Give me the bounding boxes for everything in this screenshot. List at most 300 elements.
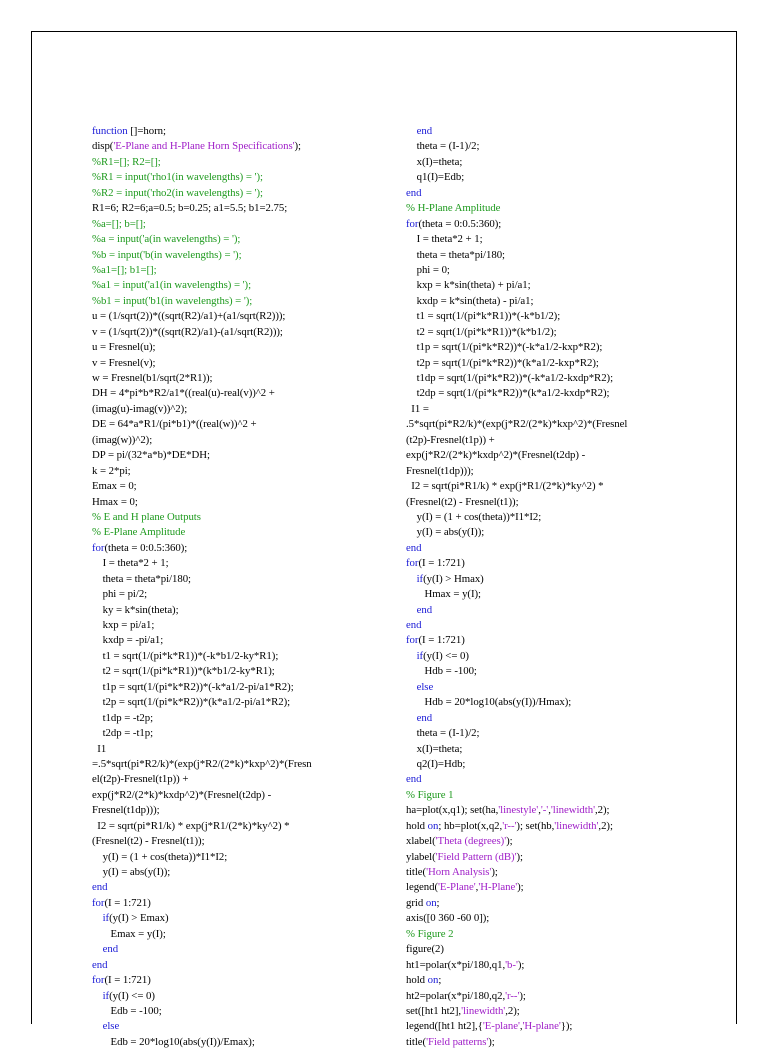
- code-text: Hdb = 20*log10(abs(y(I))/Hmax);: [406, 696, 572, 709]
- code-text: u = Fresnel(u);: [92, 341, 156, 354]
- code-line: [406, 340, 726, 355]
- code-string: 'E-Plane': [438, 881, 476, 894]
- document-page: [31, 31, 737, 1048]
- code-line: [406, 803, 726, 818]
- code-text: I = theta*2 + 1;: [406, 233, 483, 246]
- code-line: [92, 448, 392, 463]
- code-text: I2 = sqrt(pi*R1/k) * exp(j*R1/(2*k)*ky^2) *: [92, 819, 290, 832]
- code-line: [92, 834, 392, 849]
- code-line: [92, 788, 392, 803]
- code-text: .5*sqrt(pi*R2/k)*(exp(j*R2/(2*k)*kxp^2)*(Fresnel: [406, 418, 628, 431]
- code-keyword: end: [406, 773, 422, 786]
- code-text: t1p = sqrt(1/(pi*k*R2))*(-k*a1/2-pi/a1*R2);: [92, 680, 294, 693]
- code-text: grid: [406, 896, 426, 909]
- code-line: [406, 726, 726, 741]
- code-line: [406, 695, 726, 710]
- code-line: [406, 603, 726, 618]
- code-line: [92, 139, 392, 154]
- code-text: []=horn;: [127, 125, 166, 137]
- code-keyword: if: [416, 572, 424, 585]
- code-text: t1p = sqrt(1/(pi*k*R2))*(-k*a1/2-kxp*R2);: [406, 341, 603, 354]
- code-text: [92, 943, 103, 955]
- code-keyword: if: [102, 989, 110, 1002]
- code-line: [92, 865, 392, 880]
- code-text: (t2p)-Fresnel(t1p)) +: [406, 433, 495, 446]
- code-line: [406, 170, 726, 185]
- code-comment: % Figure 1: [406, 788, 454, 801]
- code-string: 'r--': [505, 989, 520, 1002]
- code-line: [92, 232, 392, 247]
- code-line: [406, 448, 726, 463]
- code-text: Edb = -100;: [92, 1004, 162, 1017]
- code-line: [92, 186, 392, 201]
- code-line: [406, 973, 726, 988]
- code-line: [92, 772, 392, 787]
- code-text: I1: [92, 742, 107, 755]
- code-keyword: for: [92, 974, 105, 987]
- code-text: x(I)=theta;: [406, 742, 463, 755]
- code-line: [92, 340, 392, 355]
- code-line: [92, 927, 392, 942]
- code-string: 'E-plane': [482, 1020, 520, 1033]
- code-keyword: on: [425, 896, 437, 909]
- code-text: phi = 0;: [406, 263, 450, 276]
- code-text: (y(I) > Emax): [109, 912, 169, 925]
- code-keyword: else: [102, 1020, 120, 1033]
- code-line: [92, 711, 392, 726]
- code-line: [406, 989, 726, 1004]
- code-keyword: else: [416, 680, 434, 693]
- code-text: w = Fresnel(b1/sqrt(2*R1));: [92, 372, 213, 384]
- code-string: 'b-': [505, 958, 518, 971]
- code-line: [92, 541, 392, 556]
- code-comment: % Figure 2: [406, 927, 454, 940]
- code-string: 'Horn Analysis': [426, 866, 492, 878]
- code-text: DE = 64*a*R1/(pi*b1)*((real(w))^2 +: [92, 418, 257, 431]
- code-text: ,2);: [598, 819, 613, 832]
- code-text: v = (1/sqrt(2))*((sqrt(R2)/a1)-(a1/sqrt(R2)));: [92, 325, 283, 338]
- code-text: (imag(w))^2);: [92, 433, 153, 446]
- code-line: [406, 587, 726, 602]
- code-line: [92, 1004, 392, 1019]
- code-line: [92, 757, 392, 772]
- code-comment: % E-Plane Amplitude: [92, 526, 186, 539]
- code-line: [92, 695, 392, 710]
- code-line: [92, 217, 392, 232]
- code-text: ht2=polar(x*pi/180,q2,: [406, 989, 506, 1002]
- code-line: [406, 757, 726, 772]
- code-line: [92, 201, 392, 216]
- code-string: 'linewidth': [461, 1004, 506, 1017]
- code-line: [406, 402, 726, 417]
- code-text: ,: [548, 804, 551, 817]
- code-text: y(I) = abs(y(I));: [406, 526, 485, 539]
- code-line: [406, 386, 726, 401]
- code-text: [406, 604, 417, 616]
- code-line: [406, 572, 726, 587]
- code-string: 'linewidth': [554, 819, 599, 832]
- code-text: Hmax = y(I);: [406, 588, 482, 601]
- code-line: [406, 309, 726, 324]
- code-text: [406, 125, 417, 137]
- code-line: [92, 942, 392, 957]
- code-line: [406, 356, 726, 371]
- code-text: q2(I)=Hdb;: [406, 757, 466, 770]
- code-line: [406, 325, 726, 340]
- code-text: I2 = sqrt(pi*R1/k) * exp(j*R1/(2*k)*ky^2) *: [406, 480, 604, 493]
- code-keyword: end: [416, 603, 433, 616]
- code-text: (Fresnel(t2) - Fresnel(t1));: [92, 835, 205, 848]
- code-line: [406, 942, 726, 957]
- code-string: 'linestyle': [498, 804, 539, 817]
- code-text: );: [517, 881, 524, 894]
- code-line: [92, 819, 392, 834]
- code-text: Emax = 0;: [92, 480, 137, 493]
- code-keyword: for: [92, 896, 105, 909]
- code-line: [92, 278, 392, 293]
- code-text: );: [506, 835, 513, 848]
- code-line: [92, 464, 392, 479]
- code-comment: %b = input('b(in wavelengths) = ');: [92, 248, 242, 261]
- code-line: [406, 232, 726, 247]
- code-text: t1 = sqrt(1/(pi*k*R1))*(-k*b1/2);: [406, 310, 561, 323]
- code-line: [406, 186, 726, 201]
- code-line: [92, 479, 392, 494]
- code-text: Hmax = 0;: [92, 495, 138, 508]
- code-line: [92, 726, 392, 741]
- code-line: [92, 680, 392, 695]
- code-string: 'linewidth': [550, 804, 595, 817]
- code-text: title(: [406, 866, 427, 878]
- code-text: [92, 912, 103, 924]
- code-line: [92, 742, 392, 757]
- code-line: [92, 495, 392, 510]
- code-text: t2p = sqrt(1/(pi*k*R2))*(k*a1/2-kxp*R2);: [406, 356, 599, 369]
- code-keyword: on: [427, 974, 439, 987]
- code-line: [92, 973, 392, 988]
- code-text: theta = theta*pi/180;: [406, 248, 505, 261]
- code-line: [92, 1019, 392, 1034]
- code-line: [92, 124, 392, 139]
- code-keyword: for: [406, 557, 419, 570]
- code-text: [92, 990, 103, 1002]
- code-string: 'H-plane': [522, 1020, 561, 1033]
- code-text: y(I) = (1 + cos(theta))*I1*I2;: [92, 850, 228, 863]
- code-line: [406, 541, 726, 556]
- code-text: theta = (I-1)/2;: [406, 727, 480, 740]
- code-line: [406, 896, 726, 911]
- code-line: [406, 1019, 726, 1034]
- code-keyword: end: [406, 541, 422, 554]
- code-keyword: end: [92, 881, 108, 894]
- code-line: [92, 510, 392, 525]
- code-line: [406, 834, 726, 849]
- code-text: ; hb=plot(x,q2,: [438, 819, 503, 832]
- code-text: ); set(hb,: [516, 819, 555, 832]
- code-text: );: [491, 866, 498, 878]
- code-keyword: end: [92, 958, 108, 971]
- code-text: ky = k*sin(theta);: [92, 603, 179, 616]
- code-line: [406, 479, 726, 494]
- code-line: [92, 618, 392, 633]
- code-text: (y(I) <= 0): [423, 649, 469, 662]
- code-line: [92, 649, 392, 664]
- code-line: [406, 958, 726, 973]
- code-line: [92, 664, 392, 679]
- code-line: [92, 433, 392, 448]
- code-text: kxdp = k*sin(theta) - pi/a1;: [406, 294, 534, 307]
- code-text: t1dp = -t2p;: [92, 711, 154, 724]
- code-text: );: [517, 958, 525, 971]
- code-text: kxdp = -pi/a1;: [92, 634, 164, 647]
- code-line: [92, 294, 392, 309]
- code-line: [406, 139, 726, 154]
- code-line: [92, 587, 392, 602]
- code-comment: %R1=[]; R2=[];: [92, 155, 161, 168]
- code-text: [406, 650, 417, 662]
- code-text: });: [560, 1020, 573, 1033]
- code-keyword: end: [416, 125, 433, 137]
- code-line: [92, 386, 392, 401]
- code-text: t2 = sqrt(1/(pi*k*R1))*(k*b1/2-ky*R1);: [92, 665, 275, 678]
- code-keyword: if: [416, 649, 424, 662]
- code-text: phi = pi/2;: [92, 588, 148, 601]
- code-text: (y(I) <= 0): [109, 989, 155, 1002]
- code-text: Hdb = -100;: [406, 665, 477, 678]
- code-comment: %a1=[]; b1=[];: [92, 263, 157, 276]
- code-text: ;: [438, 974, 442, 987]
- code-text: ;: [436, 896, 440, 909]
- code-line: [406, 510, 726, 525]
- code-text: k = 2*pi;: [92, 464, 131, 477]
- code-text: hold: [406, 974, 428, 987]
- code-text: Fresnel(t1dp)));: [92, 804, 160, 817]
- code-text: y(I) = abs(y(I));: [92, 866, 171, 878]
- code-line: [406, 680, 726, 695]
- code-text: );: [488, 1035, 495, 1048]
- code-keyword: for: [406, 217, 419, 230]
- code-keyword: for: [92, 541, 105, 554]
- code-string: 'E-Plane and H-Plane Horn Specifications': [113, 140, 295, 153]
- code-keyword: if: [102, 912, 110, 925]
- code-comment: %a = input('a(in wavelengths) = ');: [92, 233, 241, 246]
- code-line: [406, 788, 726, 803]
- code-text: (imag(u)-imag(v))^2);: [92, 402, 188, 415]
- code-comment: %a=[]; b=[];: [92, 217, 146, 230]
- code-text: ,2);: [505, 1004, 520, 1017]
- code-line: [406, 525, 726, 540]
- code-line: [92, 603, 392, 618]
- code-keyword: end: [406, 619, 422, 631]
- code-text: Emax = y(I);: [92, 927, 166, 940]
- code-string: '-': [540, 804, 549, 817]
- code-line: [406, 911, 726, 926]
- code-line: [406, 664, 726, 679]
- code-line: [406, 711, 726, 726]
- code-string: 'Field Pattern (dB)': [435, 850, 517, 863]
- code-line: [406, 495, 726, 510]
- code-keyword: end: [416, 711, 433, 724]
- code-text: exp(j*R2/(2*k)*kxdp^2)*(Fresnel(t2dp) -: [406, 449, 586, 462]
- code-line: [92, 170, 392, 185]
- code-comment: %a1 = input('a1(in wavelengths) = ');: [92, 279, 252, 292]
- code-line: [92, 402, 392, 417]
- code-text: y(I) = (1 + cos(theta))*I1*I2;: [406, 510, 542, 523]
- code-text: (I = 1:721): [418, 634, 465, 647]
- code-line: [92, 572, 392, 587]
- code-line: [92, 356, 392, 371]
- code-text: (I = 1:721): [418, 557, 465, 570]
- code-text: ylabel(: [406, 850, 436, 863]
- code-text: t2dp = -t1p;: [92, 727, 154, 740]
- code-text: Fresnel(t1dp)));: [406, 464, 474, 477]
- code-line: [406, 819, 726, 834]
- code-text: axis([0 360 -60 0]);: [406, 912, 490, 925]
- code-text: DP = pi/(32*a*b)*DE*DH;: [92, 449, 210, 462]
- code-comment: % E and H plane Outputs: [92, 510, 201, 523]
- code-text: t1dp = sqrt(1/(pi*k*R2))*(-k*a1/2-kxdp*R2);: [406, 372, 614, 384]
- code-keyword: function: [92, 125, 128, 137]
- code-text: DH = 4*pi*b*R2/a1*((real(u)-real(v))^2 +: [92, 387, 275, 400]
- code-line: [92, 880, 392, 895]
- code-line: [406, 927, 726, 942]
- code-keyword: end: [102, 943, 119, 956]
- code-keyword: end: [406, 186, 422, 199]
- code-text: hold: [406, 819, 428, 832]
- code-string: 'H-Plane': [478, 881, 518, 894]
- code-line: [92, 263, 392, 278]
- code-text: );: [516, 850, 523, 863]
- code-string: 'Field patterns': [426, 1035, 489, 1048]
- code-text: Edb = 20*log10(abs(y(I))/Emax);: [92, 1035, 255, 1048]
- code-text: figure(2): [406, 943, 444, 956]
- code-text: xlabel(: [406, 835, 436, 848]
- code-text: x(I)=theta;: [406, 155, 463, 168]
- code-keyword: on: [427, 819, 439, 832]
- code-text: ,: [519, 1020, 523, 1033]
- code-comment: %b1 = input('b1(in wavelengths) = ');: [92, 294, 253, 307]
- code-line: [92, 248, 392, 263]
- code-line: [406, 433, 726, 448]
- code-line: [406, 772, 726, 787]
- code-text: [92, 1020, 103, 1032]
- code-line: [406, 217, 726, 232]
- code-text: ,2);: [594, 804, 610, 817]
- code-text: (theta = 0:0.5:360);: [418, 217, 502, 230]
- code-line: [92, 989, 392, 1004]
- code-line: [406, 649, 726, 664]
- code-line: [406, 618, 726, 633]
- code-string: 'Theta (degrees)': [435, 835, 507, 848]
- code-text: theta = (I-1)/2;: [406, 140, 480, 153]
- code-line: [92, 556, 392, 571]
- code-string: 'r--': [502, 819, 517, 832]
- code-line: [406, 248, 726, 263]
- code-text: I = theta*2 + 1;: [92, 557, 169, 570]
- code-line: [92, 325, 392, 340]
- code-line: [406, 850, 726, 865]
- code-line: [406, 1004, 726, 1019]
- code-text: legend([ht1 ht2],{: [406, 1020, 483, 1033]
- code-line: [406, 263, 726, 278]
- code-text: [406, 712, 417, 724]
- code-column-right: [406, 124, 726, 1050]
- code-text: ,: [538, 804, 541, 817]
- code-text: [406, 573, 417, 585]
- code-text: (I = 1:721): [104, 974, 151, 987]
- code-line: [406, 155, 726, 170]
- code-text: t1 = sqrt(1/(pi*k*R1))*(-k*b1/2-ky*R1);: [92, 649, 279, 662]
- code-text: (y(I) > Hmax): [423, 572, 484, 585]
- code-line: [406, 633, 726, 648]
- code-text: t2p = sqrt(1/(pi*k*R2))*(k*a1/2-pi/a1*R2);: [92, 696, 291, 709]
- code-text: theta = theta*pi/180;: [92, 572, 191, 585]
- code-line: [406, 1035, 726, 1050]
- code-line: [92, 803, 392, 818]
- code-keyword: for: [406, 634, 419, 647]
- code-text: set([ht1 ht2],: [406, 1004, 462, 1017]
- code-text: R1=6; R2=6;a=0.5; b=0.25; a1=5.5; b1=2.75;: [92, 202, 288, 215]
- code-text: el(t2p)-Fresnel(t1p)) +: [92, 773, 189, 786]
- code-line: [92, 850, 392, 865]
- code-line: [92, 525, 392, 540]
- code-line: [406, 294, 726, 309]
- code-text: (I = 1:721): [104, 896, 151, 909]
- code-text: exp(j*R2/(2*k)*kxdp^2)*(Fresnel(t2dp) -: [92, 788, 272, 801]
- code-line: [92, 371, 392, 386]
- code-line: [92, 1035, 392, 1050]
- code-text: [406, 681, 417, 693]
- code-text: u = (1/sqrt(2))*((sqrt(R2)/a1)+(a1/sqrt(R2)));: [92, 310, 286, 323]
- code-text: (Fresnel(t2) - Fresnel(t1));: [406, 495, 519, 508]
- code-line: [406, 556, 726, 571]
- code-text: ha=plot(x,q1); set(ha,: [406, 804, 499, 817]
- code-line: [92, 155, 392, 170]
- code-line: [92, 896, 392, 911]
- code-line: [406, 124, 726, 139]
- code-text: ,: [475, 881, 479, 894]
- code-comment: % H-Plane Amplitude: [406, 202, 501, 215]
- code-line: [406, 371, 726, 386]
- code-text: kxp = pi/a1;: [92, 619, 155, 631]
- code-line: [92, 309, 392, 324]
- code-text: v = Fresnel(v);: [92, 356, 156, 369]
- code-text: legend(: [406, 881, 439, 894]
- code-text: disp(: [92, 140, 114, 153]
- code-text: t2dp = sqrt(1/(pi*k*R2))*(k*a1/2-kxdp*R2);: [406, 387, 610, 400]
- code-line: [92, 958, 392, 973]
- code-line: [406, 464, 726, 479]
- code-line: [406, 742, 726, 757]
- code-text: ht1=polar(x*pi/180,q1,: [406, 958, 506, 971]
- code-line: [92, 633, 392, 648]
- code-column-left: [92, 124, 392, 1050]
- code-text: (theta = 0:0.5:360);: [104, 541, 188, 554]
- code-line: [406, 278, 726, 293]
- code-comment: %R1 = input('rho1(in wavelengths) = ');: [92, 171, 263, 184]
- code-text: title(: [406, 1035, 427, 1048]
- code-line: [406, 880, 726, 895]
- code-line: [92, 911, 392, 926]
- code-line: [406, 201, 726, 216]
- code-line: [92, 417, 392, 432]
- code-line: [406, 417, 726, 432]
- code-text: );: [519, 989, 526, 1002]
- code-line: [406, 865, 726, 880]
- code-text: q1(I)=Edb;: [406, 171, 465, 184]
- code-text: =.5*sqrt(pi*R2/k)*(exp(j*R2/(2*k)*kxp^2)*(Fresn: [92, 757, 312, 770]
- code-comment: %R2 = input('rho2(in wavelengths) = ');: [92, 186, 263, 199]
